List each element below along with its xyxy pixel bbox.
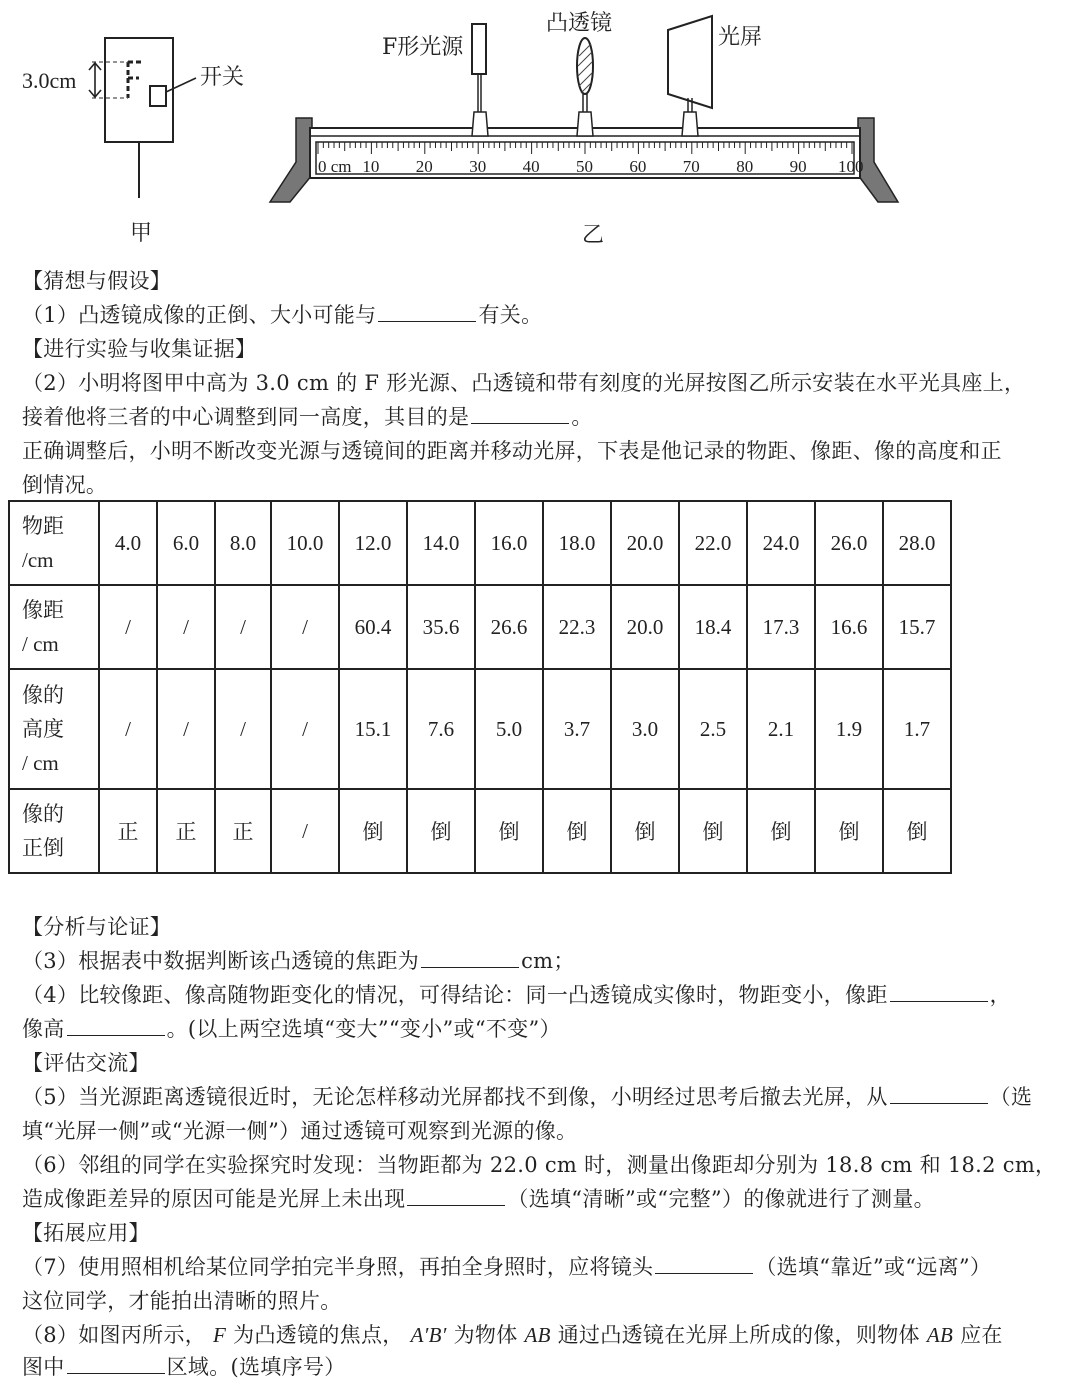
question-6-line-1: （6）邻组的同学在实验探究时发现：当物距都为 22.0 cm 时，测量出像距却分别为 18.8 cm 和 18.2 cm， <box>22 1153 1057 1177</box>
table-cell: 35.6 <box>407 585 475 669</box>
table-cell: / <box>157 669 215 789</box>
answer-blank[interactable] <box>655 1251 753 1274</box>
caption-jia: 甲 <box>130 221 153 246</box>
table-cell: / <box>271 585 339 669</box>
row-header-line: 像的 <box>22 683 64 707</box>
table-cell: 22.3 <box>543 585 611 669</box>
ruler-label: 60 <box>629 157 647 176</box>
section-application-title: 【拓展应用】 <box>22 1221 150 1245</box>
question-5-line-2: 填“光屏一侧”或“光源一侧”）通过透镜可观察到光源的像。 <box>22 1119 578 1143</box>
table-cell: 1.7 <box>883 669 951 789</box>
answer-blank[interactable] <box>67 1351 165 1374</box>
row-header-line: 像的 <box>22 802 64 826</box>
question-8-line-1: （8）如图丙所示， F 为凸透镜的焦点， A′B′ 为物体 AB 通过凸透镜在光屏上所成的像，则物体 AB 应在 <box>22 1323 1003 1347</box>
table-cell: 3.0 <box>611 669 679 789</box>
question-2-line-2: 接着他将三者的中心调整到同一高度，其目的是 。 <box>22 400 593 434</box>
experiment-figures <box>0 0 1080 260</box>
light-screen <box>668 16 712 136</box>
table-cell: 10.0 <box>271 501 339 585</box>
question-3: （3）根据表中数据判断该凸透镜的焦距为 cm； <box>22 944 575 978</box>
f-source-label: F形光源 <box>382 35 464 60</box>
row-header <box>9 669 99 789</box>
table-cell: 倒 <box>407 789 475 873</box>
table-cell: 26.6 <box>475 585 543 669</box>
table-row <box>9 669 951 789</box>
row-header-line: 像距 <box>22 598 64 622</box>
table-cell: 5.0 <box>475 669 543 789</box>
table-row <box>9 501 951 585</box>
table-cell: 2.1 <box>747 669 815 789</box>
table-cell: 2.5 <box>679 669 747 789</box>
question-1: （1）凸透镜成像的正倒、大小可能与 有关。 <box>22 298 542 332</box>
table-cell: / <box>215 669 271 789</box>
ruler-label: 30 <box>469 157 487 176</box>
question-7-line-1: （7）使用照相机给某位同学拍完半身照，再拍全身照时，应将镜头 （选填“靠近”或“远离”） <box>22 1250 991 1284</box>
question-4-line-1: （4）比较像距、像高随物距变化的情况，可得结论：同一凸透镜成实像时，物距变小，像距 ， <box>22 978 1011 1012</box>
ruler-label: 40 <box>522 157 540 176</box>
table-cell: 26.0 <box>815 501 883 585</box>
table-cell: 倒 <box>883 789 951 873</box>
answer-blank[interactable] <box>471 401 569 424</box>
table-cell: 17.3 <box>747 585 815 669</box>
table-cell: 3.7 <box>543 669 611 789</box>
table-cell: 倒 <box>611 789 679 873</box>
ruler-label: 50 <box>576 157 593 176</box>
convex-lens <box>577 38 593 136</box>
question-6-line-2: 造成像距差异的原因可能是光屏上未出现 （选填“清晰”或“完整”）的像就进行了测量。 <box>22 1182 935 1216</box>
figure-jia <box>22 38 244 246</box>
table-cell: 倒 <box>543 789 611 873</box>
section-hypothesis-title: 【猜想与假设】 <box>22 269 172 293</box>
answer-blank[interactable] <box>378 299 476 322</box>
table-cell: 28.0 <box>883 501 951 585</box>
table-cell: 正 <box>215 789 271 873</box>
table-cell: 22.0 <box>679 501 747 585</box>
table-cell: 倒 <box>747 789 815 873</box>
switch-label: 开关 <box>200 65 245 90</box>
ruler-label: 100 <box>838 157 864 176</box>
table-cell: 8.0 <box>215 501 271 585</box>
table-cell: 20.0 <box>611 501 679 585</box>
section-evaluation-title: 【评估交流】 <box>22 1051 150 1075</box>
row-header <box>9 789 99 873</box>
table-cell: 15.1 <box>339 669 407 789</box>
table-cell: / <box>99 585 157 669</box>
table-row <box>9 585 951 669</box>
row-header-line: / cm <box>22 632 59 656</box>
question-8-line-2: 图中 区域。(选填序号） <box>22 1350 346 1384</box>
table-cell: 60.4 <box>339 585 407 669</box>
ruler-label: 80 <box>736 157 754 176</box>
question-2-line-3: 正确调整后，小明不断改变光源与透镜间的距离并移动光屏，下表是他记录的物距、像距、像的高度和正 <box>22 439 1002 463</box>
table-cell: 1.9 <box>815 669 883 789</box>
section-experiment-title: 【进行实验与收集证据】 <box>22 337 257 361</box>
table-cell: 16.0 <box>475 501 543 585</box>
answer-blank[interactable] <box>67 1013 165 1036</box>
question-2-line-1: （2）小明将图甲中高为 3.0 cm 的 F 形光源、凸透镜和带有刻度的光屏按图乙所示安装在水平光具座上， <box>22 371 1026 395</box>
table-cell: 倒 <box>339 789 407 873</box>
table-cell: / <box>215 585 271 669</box>
ruler-label: 90 <box>789 157 807 176</box>
table-cell: 7.6 <box>407 669 475 789</box>
row-header-line: 高度 <box>22 717 64 741</box>
ruler-label: 20 <box>415 157 433 176</box>
ruler-label: 70 <box>682 157 700 176</box>
question-7-line-2: 这位同学，才能拍出清晰的照片。 <box>22 1289 342 1313</box>
row-header-line: / cm <box>22 751 59 775</box>
table-cell: / <box>157 585 215 669</box>
table-cell: 倒 <box>815 789 883 873</box>
ruler-label: 10 <box>362 157 380 176</box>
row-header-line: /cm <box>22 548 54 572</box>
data-table <box>8 500 952 874</box>
question-5-line-1: （5）当光源距离透镜很近时，无论怎样移动光屏都找不到像，小明经过思考后撤去光屏，从 （选 <box>22 1080 1032 1114</box>
table-cell: 倒 <box>475 789 543 873</box>
table-cell: 倒 <box>679 789 747 873</box>
screen-label: 光屏 <box>718 25 763 50</box>
answer-blank[interactable] <box>890 1081 988 1104</box>
question-2-line-4: 倒情况。 <box>22 473 108 497</box>
answer-blank[interactable] <box>421 945 519 968</box>
lens-label: 凸透镜 <box>546 11 613 36</box>
table-cell: 24.0 <box>747 501 815 585</box>
table-cell: 16.6 <box>815 585 883 669</box>
question-4-line-2: 像高 。(以上两空选填“变大”“变小”或“不变”） <box>22 1012 561 1046</box>
ruler-label: 0 cm <box>318 157 352 176</box>
table-row <box>9 789 951 873</box>
table-cell: 14.0 <box>407 501 475 585</box>
table-cell: 18.4 <box>679 585 747 669</box>
answer-blank[interactable] <box>890 979 988 1002</box>
table-cell: / <box>271 669 339 789</box>
table-cell: 4.0 <box>99 501 157 585</box>
table-cell: 15.7 <box>883 585 951 669</box>
table-cell: 20.0 <box>611 585 679 669</box>
table-cell: 12.0 <box>339 501 407 585</box>
row-header <box>9 501 99 585</box>
f-light-source <box>472 24 488 136</box>
row-header-line: 物距 <box>22 514 64 538</box>
figure-yi <box>270 11 898 248</box>
table-cell: / <box>271 789 339 873</box>
answer-blank[interactable] <box>407 1183 505 1206</box>
table-cell: 6.0 <box>157 501 215 585</box>
table-cell: / <box>99 669 157 789</box>
caption-yi: 乙 <box>582 223 605 248</box>
row-header <box>9 585 99 669</box>
table-cell: 正 <box>99 789 157 873</box>
table-cell: 正 <box>157 789 215 873</box>
height-label: 3.0cm <box>22 68 77 93</box>
section-analysis-title: 【分析与论证】 <box>22 915 172 939</box>
row-header-line: 正倒 <box>22 836 64 860</box>
table-cell: 18.0 <box>543 501 611 585</box>
